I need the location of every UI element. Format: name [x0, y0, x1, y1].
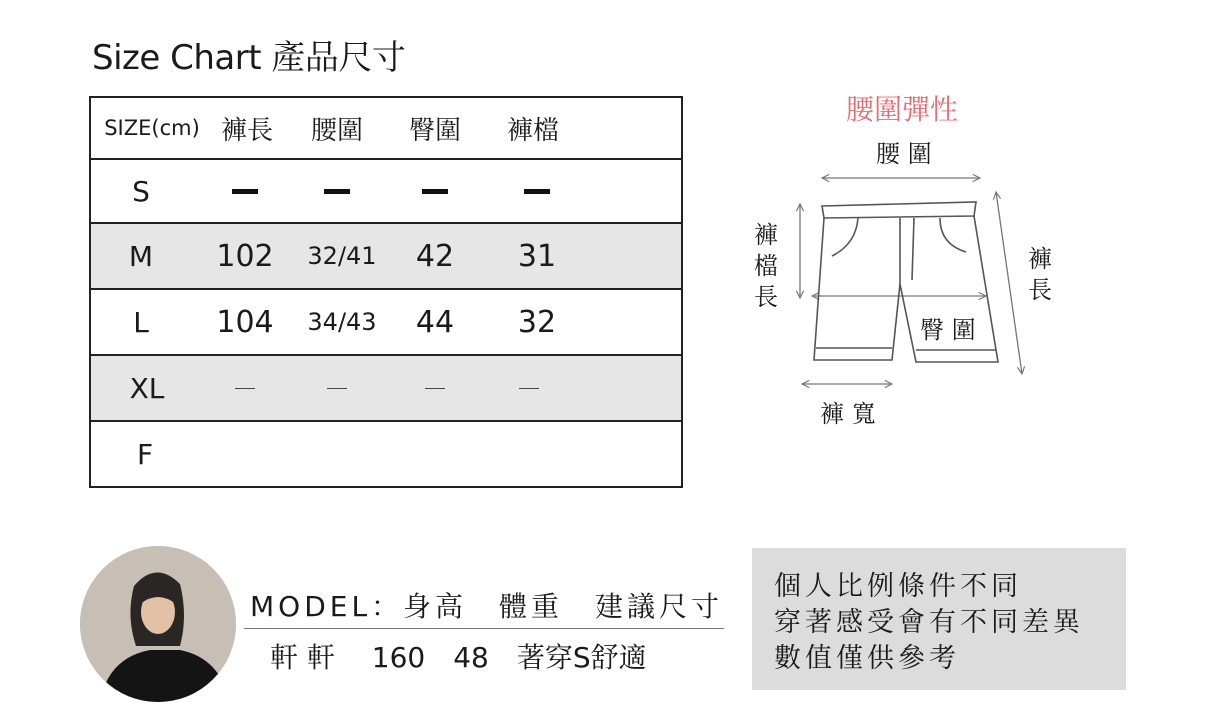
value-cell	[395, 160, 475, 222]
shorts-diagram	[740, 84, 1060, 444]
value-cell	[205, 160, 285, 222]
model-avatar	[80, 546, 236, 702]
waist-label: 腰 圍	[876, 140, 932, 168]
table-row	[91, 224, 681, 290]
size-label: L	[133, 305, 149, 339]
divider	[244, 628, 724, 629]
value-cell: 44	[415, 304, 455, 340]
note-line: 穿著感受會有不同差異	[774, 607, 1084, 638]
header-waist: 腰圍	[310, 115, 363, 146]
table-row	[91, 356, 681, 422]
header-size: SIZE(cm)	[104, 116, 200, 140]
value-cell	[297, 356, 377, 420]
dash-mark	[327, 388, 347, 389]
model-photo-icon	[80, 546, 236, 702]
dash-mark	[425, 388, 445, 389]
value-cell: 102	[216, 238, 274, 274]
value-cell: 34/43	[307, 308, 377, 336]
size-label: S	[132, 174, 150, 208]
dash-mark	[519, 388, 539, 389]
value-cell	[205, 356, 285, 420]
value-cell: 32	[517, 304, 557, 340]
header-rise: 褲檔	[506, 115, 559, 146]
dash-mark	[235, 388, 255, 389]
value-cell: 31	[517, 238, 557, 274]
size-table	[89, 96, 683, 488]
elastic-label: 腰圍彈性	[846, 93, 959, 126]
header-hip: 臀圍	[408, 115, 461, 146]
value-cell	[489, 356, 569, 420]
rise-label: 褲 檔 長	[754, 221, 778, 311]
table-header-row	[91, 98, 681, 160]
size-label: M	[128, 239, 154, 273]
length-label: 褲 長	[1028, 245, 1052, 304]
note-line: 數值僅供參考	[774, 643, 960, 674]
value-cell	[497, 160, 577, 222]
value-cell: 32/41	[307, 242, 377, 270]
table-row	[91, 160, 681, 224]
model-header: MODEL：身高 體重 建議尺寸	[250, 590, 724, 623]
header-length: 褲長	[220, 115, 273, 146]
value-cell: 104	[216, 304, 274, 340]
table-row	[91, 290, 681, 356]
note-box	[752, 548, 1126, 690]
page-title: Size Chart 產品尺寸	[92, 38, 406, 78]
dash-mark	[324, 189, 350, 194]
leg-width-label: 褲 寬	[820, 400, 876, 428]
size-label: XL	[129, 371, 165, 405]
dash-mark	[422, 189, 448, 194]
dash-mark	[524, 189, 550, 194]
hip-label: 臀 圍	[920, 316, 976, 344]
dash-mark	[232, 189, 258, 194]
value-cell	[395, 356, 475, 420]
value-cell	[297, 160, 377, 222]
table-row	[91, 422, 681, 486]
model-values: 軒 軒 160 48 著穿S舒適	[270, 641, 647, 674]
shorts-outline-icon	[740, 84, 1060, 444]
note-line: 個人比例條件不同	[774, 571, 1022, 602]
size-label: F	[136, 437, 154, 471]
value-cell: 42	[415, 238, 455, 274]
